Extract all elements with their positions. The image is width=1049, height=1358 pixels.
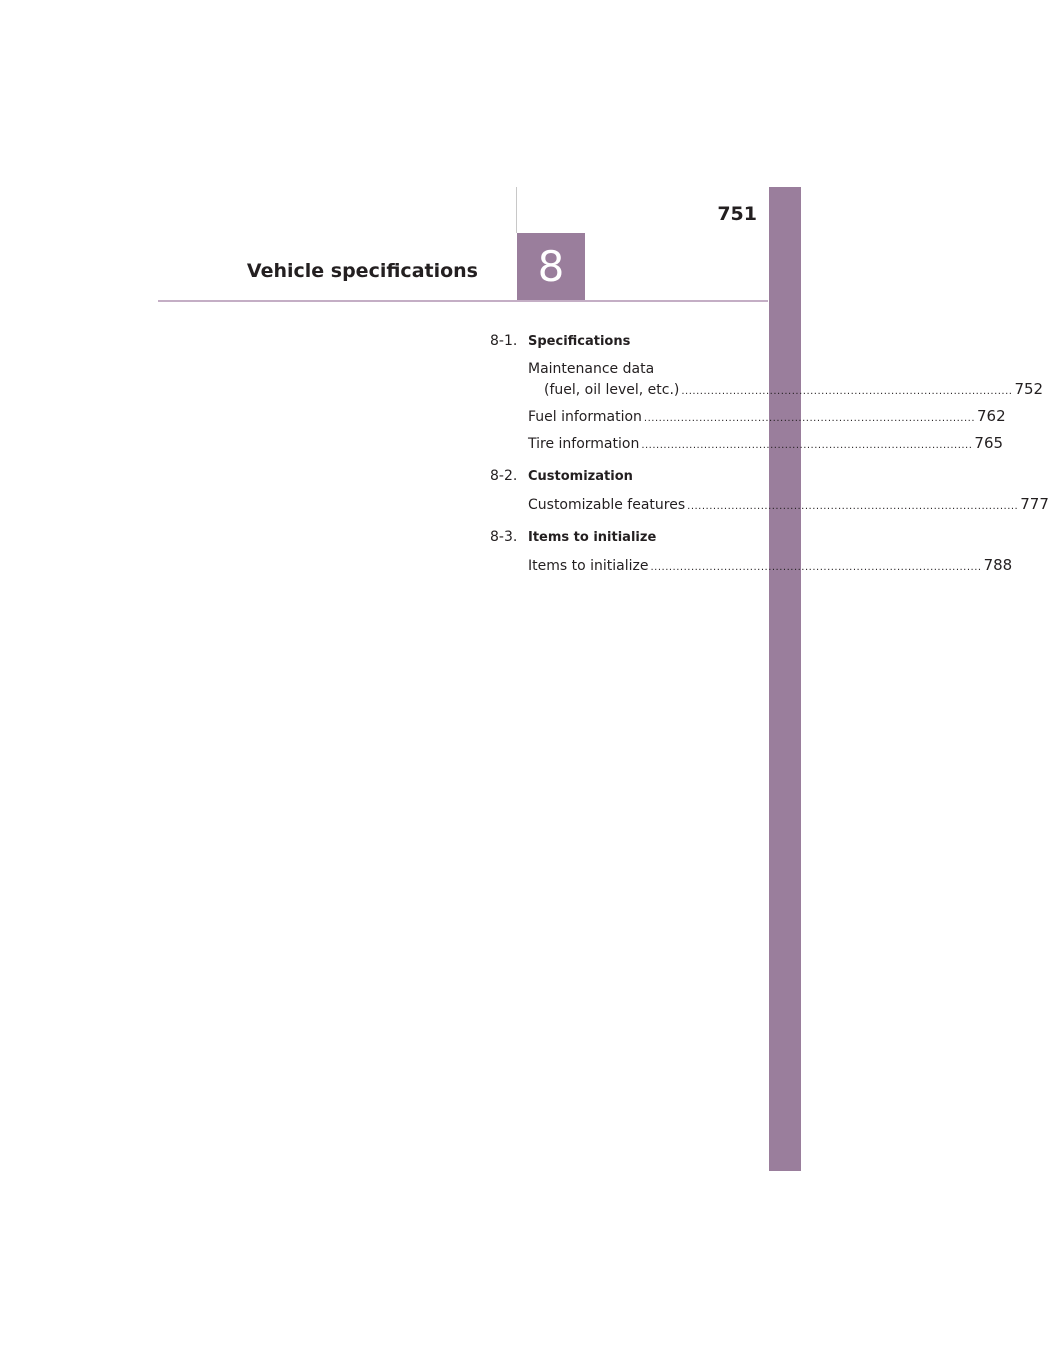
header-rule	[158, 300, 768, 302]
toc-section-8-3	[490, 529, 1013, 578]
toc-entry-customizable-features[interactable]	[528, 494, 1049, 517]
page-number: 751	[717, 203, 757, 225]
entry-label: Items to initialize	[528, 558, 649, 574]
entry-page: 765	[974, 434, 1004, 452]
toc-entry-tire-information[interactable]	[528, 433, 1004, 456]
dot-leader: ..........................................................................................	[650, 562, 982, 573]
toc-section-8-1	[490, 333, 1044, 456]
section-number: 8-1.	[490, 333, 518, 349]
dot-leader: ..........................................................................................	[687, 501, 1019, 512]
dot-leader: ..........................................................................................	[641, 440, 973, 451]
entry-page: 752	[1014, 380, 1044, 398]
toc-section-8-2	[490, 468, 1049, 517]
chapter-number-box: 8	[517, 233, 585, 301]
section-number: 8-3.	[490, 529, 518, 545]
section-title: Customization	[528, 469, 633, 484]
side-tab	[769, 187, 801, 1171]
section-title: Items to initialize	[528, 530, 657, 545]
toc-entry-fuel-information[interactable]	[528, 406, 1006, 429]
section-number: 8-2.	[490, 468, 518, 484]
entry-label-continued: (fuel, oil level, etc.)	[544, 382, 680, 398]
dot-leader: ..........................................................................................	[643, 413, 976, 424]
section-title: Specifications	[528, 334, 631, 349]
entry-label: Tire information	[528, 436, 640, 452]
header-divider-vertical	[516, 187, 517, 233]
entry-page: 777	[1020, 495, 1049, 513]
entry-page: 788	[983, 556, 1013, 574]
entry-label: Fuel information	[528, 409, 642, 425]
entry-label: Customizable features	[528, 497, 686, 513]
table-of-contents	[490, 333, 1049, 590]
dot-leader: ..........................................................................................	[681, 386, 1013, 397]
entry-page: 762	[977, 407, 1006, 425]
toc-entry-items-to-initialize[interactable]	[528, 555, 1013, 578]
toc-entry-maintenance-data[interactable]	[528, 359, 1044, 402]
chapter-title: Vehicle specifications	[246, 260, 478, 282]
entry-label: Maintenance data	[528, 361, 655, 377]
